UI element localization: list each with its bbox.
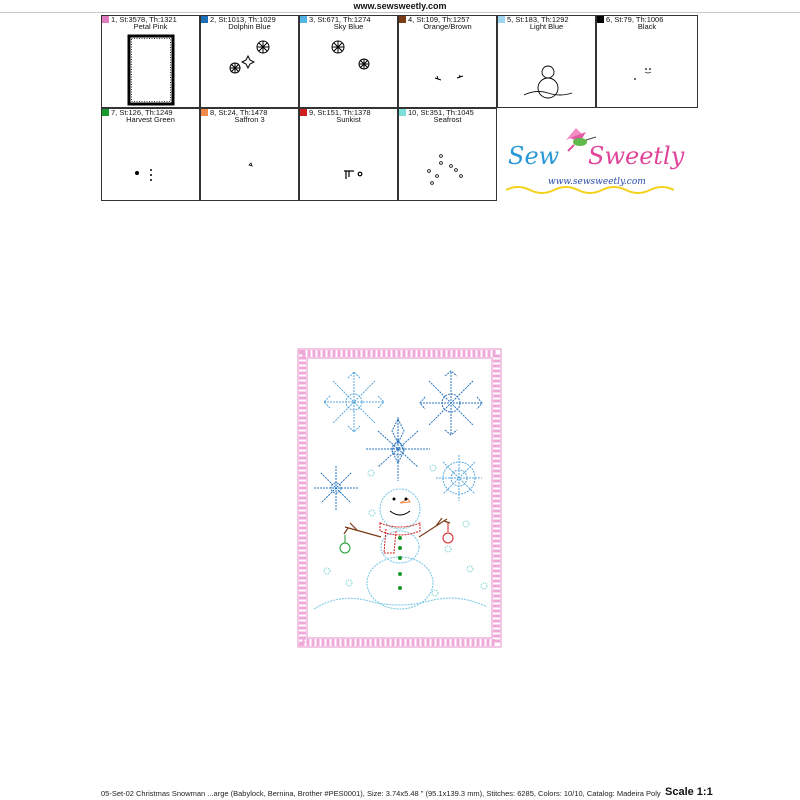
sew-sweetly-logo — [500, 118, 700, 198]
color-cell-3 — [299, 15, 398, 108]
color-cell-10 — [398, 108, 497, 201]
color-stats: 8, St:24, Th:1478 — [210, 108, 268, 117]
color-name: Sky Blue — [333, 22, 364, 31]
color-swatch — [498, 16, 505, 23]
logo-brand-word-1: Sew — [508, 142, 560, 170]
snow-dots-icon — [399, 125, 498, 202]
site-url[interactable]: www.sewsweetly.com — [353, 1, 447, 11]
color-cell-4 — [398, 15, 497, 108]
color-name: Petal Pink — [133, 22, 168, 31]
ornament-left — [340, 535, 350, 553]
color-swatch — [102, 16, 109, 23]
ornament-right — [443, 523, 453, 543]
snowflakes-icon — [300, 32, 399, 109]
snowflake-left — [314, 466, 358, 510]
snow-dots — [324, 465, 487, 596]
frame-outline-icon — [102, 32, 201, 109]
color-cell-1 — [101, 15, 200, 108]
color-name: Harvest Green — [126, 115, 175, 124]
color-swatch — [201, 109, 208, 116]
design-info-footer: 05-Set-02 Christmas Snowman ...arge (Babylock, Bernina, Brother #PES0001), Size: 3.74x5.48 " (95.1x139.3 mm), Stitches: 6285, Colors: 10/10, Catalog: Madeira Poly — [101, 789, 661, 798]
color-name: Dolphin Blue — [228, 22, 271, 31]
color-stats: 10, St:351, Th:1045 — [408, 108, 474, 117]
color-cell-7 — [101, 108, 200, 201]
scarf-icon — [300, 125, 399, 202]
color-swatch — [399, 16, 406, 23]
color-swatch — [102, 109, 109, 116]
snowflake-center — [366, 417, 430, 481]
color-swatch — [201, 16, 208, 23]
color-name: Saffron 3 — [234, 115, 265, 124]
snowflake-top-left — [324, 372, 384, 432]
buttons-icon — [102, 125, 201, 202]
color-cell-8 — [200, 108, 299, 201]
logo-brand-word-2: Sweetly — [588, 142, 685, 170]
color-swatch — [300, 16, 307, 23]
color-swatch — [597, 16, 604, 23]
snowman-outline-icon — [498, 32, 597, 109]
branch-arms — [344, 518, 450, 537]
logo-graphic — [500, 118, 700, 198]
color-stats: 9, St:151, Th:1378 — [309, 108, 371, 117]
color-stats: 4, St:109, Th:1257 — [408, 15, 470, 24]
nose-icon — [201, 125, 300, 202]
snowman-face — [393, 498, 408, 501]
color-name: Light Blue — [529, 22, 564, 31]
color-cell-9 — [299, 108, 398, 201]
snowman-smile — [390, 511, 410, 515]
snowflake-right — [436, 455, 482, 501]
embroidery-design-preview — [296, 347, 503, 649]
color-cell-6 — [596, 15, 698, 108]
color-cell-5 — [497, 15, 596, 108]
color-name: Black — [637, 22, 657, 31]
snowflakes-icon — [201, 32, 300, 109]
header-divider — [0, 12, 800, 13]
snowflake-top-right — [420, 371, 482, 435]
color-cell-2 — [200, 15, 299, 108]
face-dots-icon — [597, 32, 699, 109]
color-name: Orange/Brown — [423, 22, 472, 31]
color-swatch — [399, 109, 406, 116]
color-stats: 7, St:126, Th:1249 — [111, 108, 173, 117]
color-swatch — [300, 109, 307, 116]
color-stats: 5, St:183, Th:1292 — [507, 15, 569, 24]
color-stats: 2, St:1013, Th:1029 — [210, 15, 276, 24]
color-stats: 1, St:3578, Th:1321 — [111, 15, 177, 24]
color-name: Sunkist — [336, 115, 361, 124]
color-name: Seafrost — [433, 115, 462, 124]
logo-url: www.sewsweetly.com — [548, 177, 646, 187]
scale-label: Scale 1:1 — [665, 786, 713, 798]
color-stats: 6, St:79, Th:1006 — [606, 15, 664, 24]
branch-arms-icon — [399, 32, 498, 109]
color-stats: 3, St:671, Th:1274 — [309, 15, 371, 24]
